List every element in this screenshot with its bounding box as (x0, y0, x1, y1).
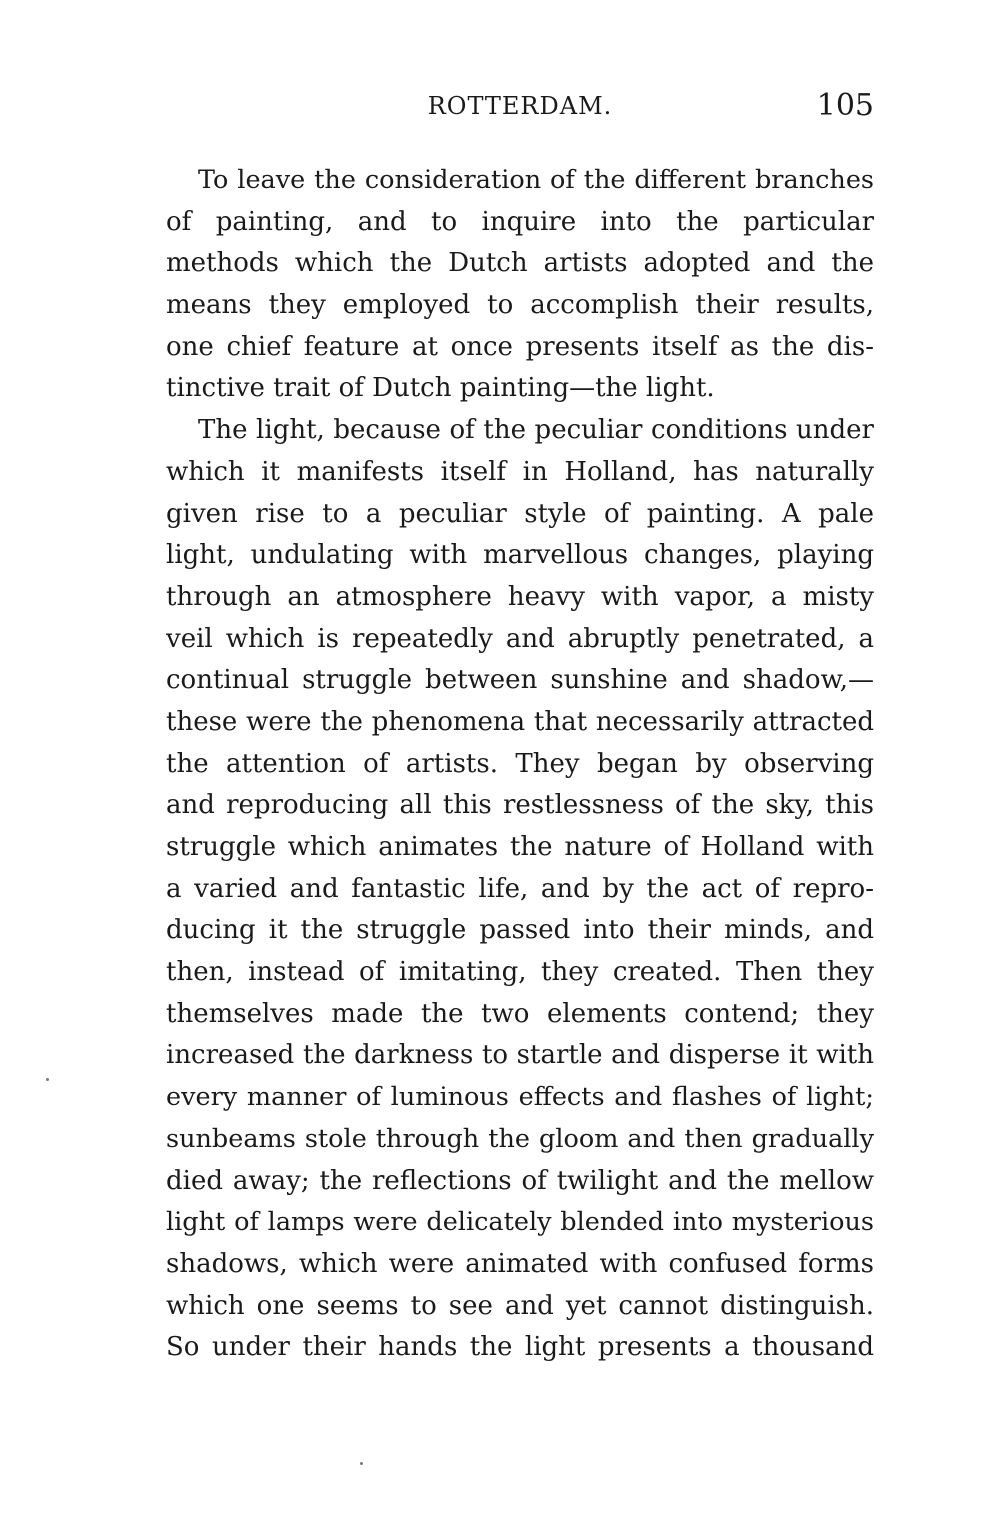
paper-speck (46, 1078, 49, 1081)
running-header (166, 88, 874, 128)
text-line: themselves made the two elements contend; they (166, 998, 874, 1029)
text-line: every manner of luminous effects and flashes of light; (166, 1082, 874, 1113)
text-line: shadows, which were animated with confused forms (166, 1248, 874, 1279)
text-line: means they employed to accomplish their results, (166, 290, 874, 321)
text-line: sunbeams stole through the gloom and then gradually (166, 1123, 874, 1154)
text-line: these were the phenomena that necessarily attracted (166, 706, 874, 737)
text-line: ducing it the struggle passed into their minds, and (166, 915, 874, 946)
text-line: died away; the reflections of twilight and the mellow (166, 1165, 874, 1196)
text-line: struggle which animates the nature of Holland with (166, 832, 874, 862)
text-line: through an atmosphere heavy with vapor, a misty (166, 581, 874, 612)
text-line: which one seems to see and yet cannot distinguish. (166, 1290, 874, 1321)
text-line: of painting, and to inquire into the particular (166, 206, 874, 237)
paragraph-2 (166, 410, 874, 1369)
text-line: one chief feature at once presents itself as the dis- (166, 331, 874, 362)
text-line: To leave the consideration of the different branches (198, 165, 874, 195)
text-line: the attention of artists. They began by observing (166, 748, 874, 779)
text-line: light of lamps were delicately blended into mysterious (166, 1207, 874, 1238)
running-title: ROTTERDAM. (427, 92, 613, 120)
paper-speck (360, 1462, 363, 1465)
text-line: which it manifests itself in Holland, has naturally (166, 456, 874, 487)
text-line: tinctive trait of Dutch painting—the light. (166, 373, 715, 404)
text-line: The light, because of the peculiar conditions under (198, 415, 874, 446)
text-line: a varied and fantastic life, and by the act of repro- (166, 873, 874, 904)
text-line: light, undulating with marvellous changes, playing (166, 540, 874, 571)
text-line: then, instead of imitating, they created. Then they (166, 957, 874, 988)
text-line: given rise to a peculiar style of painting. A pale (166, 498, 874, 529)
body-text (166, 160, 874, 1369)
text-line: increased the darkness to startle and disperse it with (166, 1040, 874, 1071)
text-line: and reproducing all this restlessness of the sky, this (166, 790, 874, 821)
paragraph-1 (166, 160, 874, 410)
text-line: veil which is repeatedly and abruptly penetrated, a (166, 623, 874, 654)
text-line: methods which the Dutch artists adopted and the (166, 248, 874, 279)
text-line: So under their hands the light presents a thousand (166, 1332, 874, 1363)
page-number: 105 (816, 88, 874, 123)
text-line: continual struggle between sunshine and shadow,— (166, 665, 874, 696)
